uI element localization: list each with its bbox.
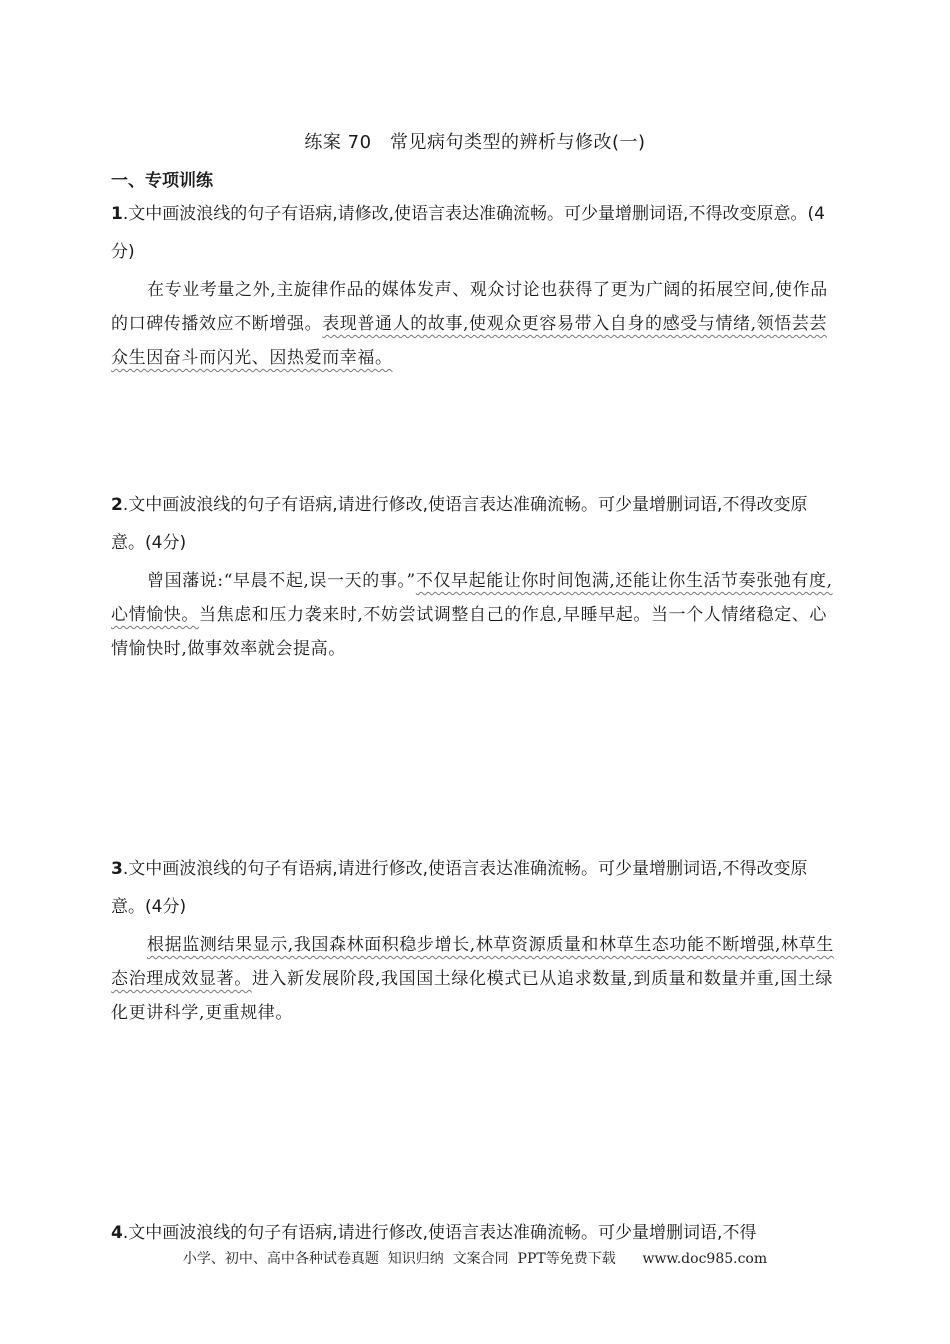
- passage-text: 在专业考量之外,主旋律作品的媒体发声、观众讨论也获得了更为广阔的拓展空间,使作品的口碑传播效应不断增强。: [111, 280, 828, 334]
- passage-text: 当焦虑和压力袭来时,不妨尝试调整自己的作息,早睡早起。当一个人情绪稳定、心情愉快时,做事效率就会提高。: [111, 605, 828, 659]
- question-prompt: [111, 1214, 841, 1252]
- passage-text: 曾国藩说:“早晨不起,误一天的事。”: [147, 571, 416, 591]
- page-title: 练案 70 常见病句类型的辨析与修改(一): [304, 132, 646, 153]
- passage: [111, 273, 841, 375]
- question-prompt: [111, 195, 841, 271]
- passage: [111, 928, 841, 1030]
- question-number: 3: [111, 859, 123, 879]
- question-prompt-text: .文中画波浪线的句子有语病,请进行修改,使语言表达准确流畅。可少量增删词语,不得改变原意。(4分): [111, 859, 808, 917]
- question-1: [111, 195, 841, 375]
- section-heading: 一、专项训练: [111, 171, 213, 191]
- question-number: 4: [111, 1223, 123, 1243]
- question-3: [111, 850, 841, 1030]
- question-4: [111, 1214, 841, 1252]
- wavy-underlined-sentence: 根据监测结果显示,我国森林面积稳步增长,林草资源质量和林草生态功能不断增强,林草生态治理成效显著。: [111, 935, 834, 989]
- question-prompt-text: .文中画波浪线的句子有语病,请修改,使语言表达准确流畅。可少量增删词语,不得改变原意。(4分): [111, 204, 825, 262]
- question-number: 1: [111, 204, 123, 224]
- passage-text: 进入新发展阶段,我国国土绿化模式已从追求数量,到质量和数量并重,国土绿化更讲科学,更重规律。: [111, 969, 834, 1023]
- question-prompt: [111, 486, 841, 562]
- footer-banner: 小学、初中、高中各种试卷真题 知识归纳 文案合同 PPT等免费下载 www.doc985.com: [182, 1251, 768, 1267]
- question-prompt-text: .文中画波浪线的句子有语病,请进行修改,使语言表达准确流畅。可少量增删词语,不得: [122, 1223, 757, 1243]
- question-number: 2: [111, 495, 123, 515]
- question-prompt: [111, 850, 841, 926]
- passage: [111, 564, 841, 666]
- question-prompt-text: .文中画波浪线的句子有语病,请进行修改,使语言表达准确流畅。可少量增删词语,不得改变原意。(4分): [111, 495, 808, 553]
- wavy-underlined-sentence: 表现普通人的故事,使观众更容易带入自身的感受与情绪,领悟芸芸众生因奋斗而闪光、因热爱而幸福。: [111, 314, 828, 368]
- question-2: [111, 486, 841, 666]
- wavy-underlined-sentence: 不仅早起能让你时间饱满,还能让你生活节奏张弛有度,心情愉快。: [111, 571, 833, 625]
